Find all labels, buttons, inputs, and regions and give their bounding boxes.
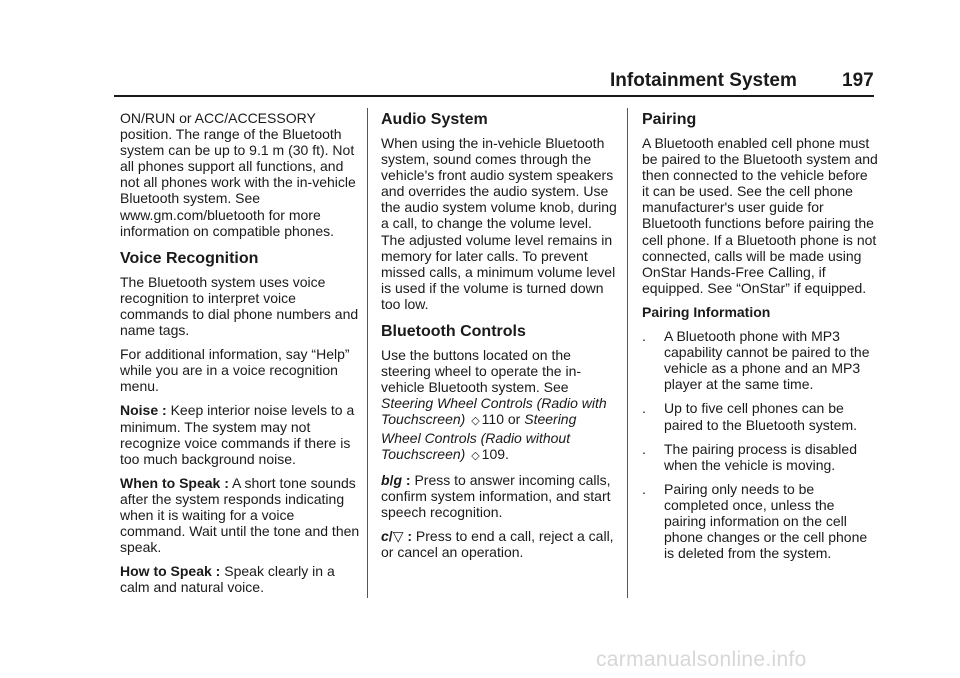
watermark: carmanualsonline.info bbox=[596, 648, 807, 671]
when-to-speak-text: A short tone sounds after the system responds indicating when it is waiting for a voice command. Wait until the tone and then speak. bbox=[120, 474, 360, 556]
list-item-text: A Bluetooth phone with MP3 capability cannot be paired to the vehicle as a phone and an MP3 player at the same time. bbox=[664, 328, 870, 393]
when-to-speak-paragraph bbox=[120, 475, 360, 555]
glyph-separator: / bbox=[388, 527, 393, 544]
voice-recognition-heading: Voice Recognition bbox=[120, 249, 259, 267]
header-title: Infotainment System bbox=[610, 70, 797, 91]
column-2 bbox=[381, 110, 619, 568]
bluetooth-controls-heading: Bluetooth Controls bbox=[381, 323, 526, 341]
answer-call-paragraph bbox=[381, 472, 619, 520]
end-call-text: Press to end a call, reject a call, or cancel an operation. bbox=[381, 527, 614, 561]
glyph-separator: / bbox=[389, 471, 394, 488]
when-to-speak-label: When to Speak : bbox=[120, 474, 229, 491]
bullet: . bbox=[642, 440, 646, 457]
bullet: . bbox=[642, 480, 646, 497]
noise-text: Keep interior noise levels to a minimum. The system may not recognize voice commands if there is too much background noise. bbox=[120, 402, 355, 467]
or-text: or bbox=[507, 411, 521, 428]
intro-paragraph: ON/RUN or ACC/ACCESSORY position. The range of the Bluetooth system can be up to 9.1 m (30 ft). Not all phones support all functions, and not all phones work with the in-vehicle Bluetooth system. See www.gm.com/bluetooth for more information on compatible phones. bbox=[120, 110, 356, 239]
bluetooth-controls-paragraph bbox=[381, 347, 619, 464]
how-to-speak-label: How to Speak : bbox=[120, 563, 221, 580]
voice-paragraph-2: For additional information, say “Help” while you are in a voice recognition menu. bbox=[120, 346, 350, 395]
column-divider bbox=[367, 108, 368, 598]
mute-triangle-icon: ▽ bbox=[392, 527, 404, 544]
page-ref-arrow-icon: ◇ bbox=[471, 449, 480, 462]
noise-label: Noise : bbox=[120, 402, 167, 419]
column-3 bbox=[642, 110, 878, 569]
voice-command-icon: g bbox=[393, 471, 403, 488]
ref-page-110[interactable]: 110 bbox=[481, 411, 504, 428]
list-item-text: The pairing process is disabled when the vehicle is moving. bbox=[664, 440, 857, 473]
list-item bbox=[642, 400, 878, 432]
answer-call-text: Press to answer incoming calls, confirm system information, and start speech recognition. bbox=[381, 471, 611, 520]
ref-steering-with-touchscreen[interactable]: Steering Wheel Controls (Radio with Touchscreen) bbox=[381, 395, 607, 428]
list-item bbox=[642, 441, 878, 473]
ref-steering-without-touchscreen[interactable]: Steering Wheel Controls (Radio without Touchscreen) bbox=[381, 411, 577, 462]
column-divider bbox=[627, 108, 628, 598]
colon: : bbox=[405, 471, 411, 488]
bullet: . bbox=[642, 400, 646, 417]
list-item bbox=[642, 481, 878, 561]
audio-system-heading: Audio System bbox=[381, 111, 488, 128]
bluetooth-controls-text: Use the buttons located on the steering wheel to operate the in-vehicle Bluetooth system. See bbox=[381, 347, 582, 396]
column-1 bbox=[120, 110, 360, 603]
colon: : bbox=[407, 527, 413, 544]
period: . bbox=[505, 445, 509, 462]
end-call-paragraph bbox=[381, 528, 619, 560]
header-rule bbox=[114, 95, 874, 97]
ref-page-109[interactable]: 109 bbox=[481, 445, 506, 462]
page-number: 197 bbox=[842, 70, 874, 91]
pairing-information-heading: Pairing Information bbox=[642, 303, 771, 320]
audio-paragraph: When using the in-vehicle Bluetooth system, sound comes through the vehicle's front audio system speakers and overrides the audio system. Use the audio system volume knob, during a call, to change the volume level. The adjusted volume level remains in memory for later calls. To prevent missed calls, a minimum volume level is used if the volume is turned down too low. bbox=[381, 135, 617, 312]
noise-paragraph bbox=[120, 402, 360, 466]
how-to-speak-text: Speak clearly in a calm and natural voice. bbox=[120, 563, 335, 596]
list-item-text: Up to five cell phones can be paired to the Bluetooth system. bbox=[664, 400, 857, 433]
list-item bbox=[642, 328, 878, 392]
page-ref-arrow-icon: ◇ bbox=[471, 415, 480, 428]
voice-paragraph-1: The Bluetooth system uses voice recognition to interpret voice commands to dial phone numbers and name tags. bbox=[120, 273, 359, 339]
pairing-heading: Pairing bbox=[642, 111, 697, 128]
list-item-text: Pairing only needs to be completed once, unless the pairing information on the cell phone changes or the cell phone is deleted from the system. bbox=[664, 480, 868, 562]
pairing-paragraph: A Bluetooth enabled cell phone must be paired to the Bluetooth system and then connected to the vehicle before it can be used. See the cell phone manufacturer's user guide for Bluetooth functions before pairing the cell phone. If a Bluetooth phone is not connected, calls will be made using OnStar Hands-Free Calling, if equipped. See “OnStar” if equipped. bbox=[642, 135, 878, 296]
how-to-speak-paragraph bbox=[120, 563, 360, 595]
answer-call-icon: b bbox=[381, 471, 390, 488]
bullet: . bbox=[642, 328, 646, 345]
end-call-icon: c bbox=[381, 527, 389, 544]
